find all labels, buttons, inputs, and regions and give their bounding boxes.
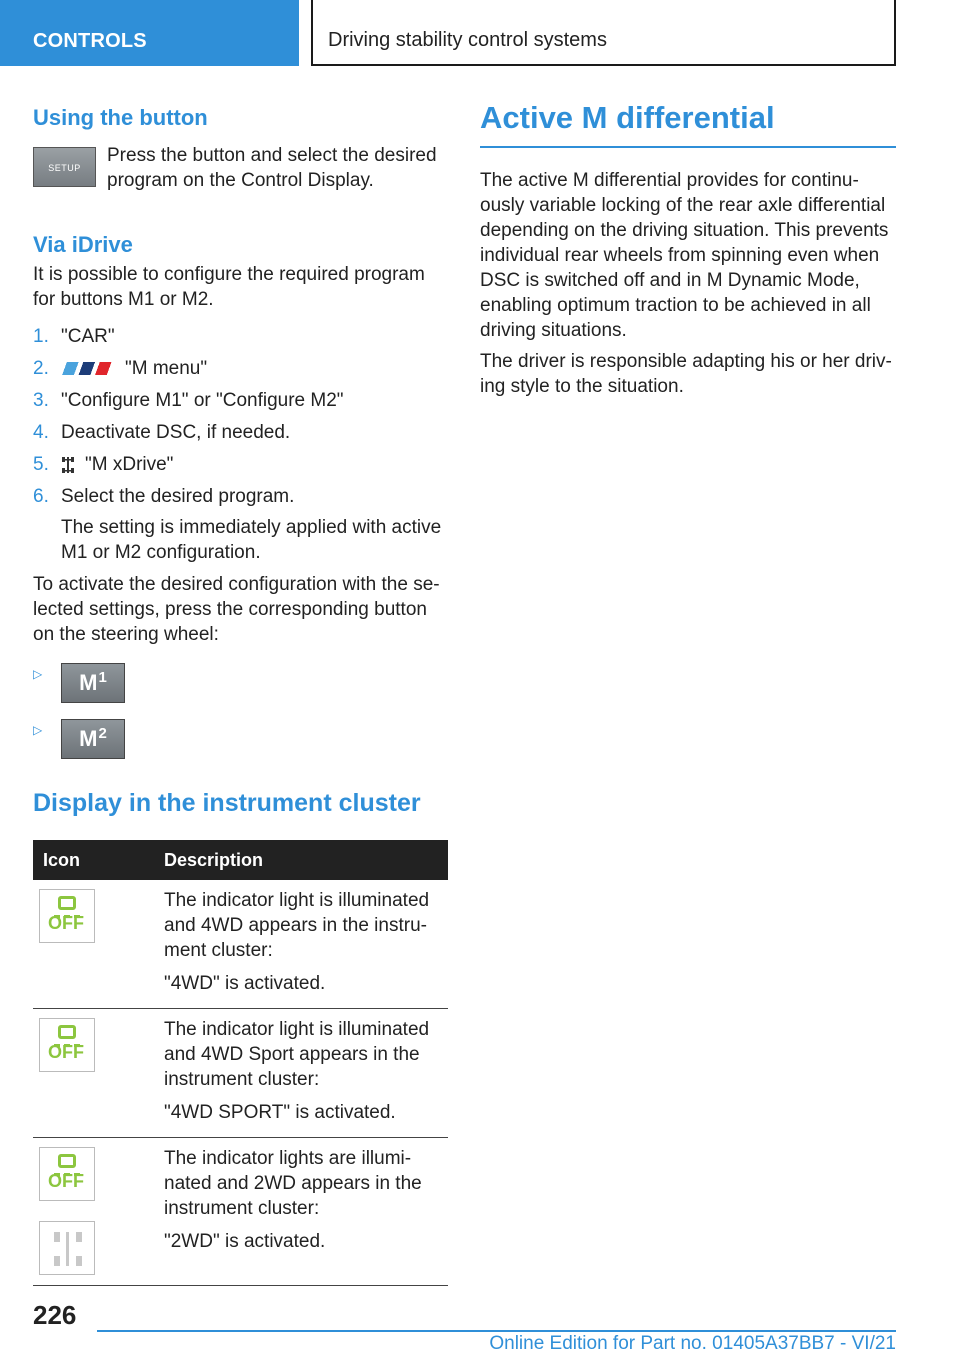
setup-button-icon: SETUP	[33, 147, 96, 187]
m1-button-icon: M $^1$	[61, 663, 125, 703]
bullet-triangle-icon: ▷	[33, 667, 43, 681]
section-title: CONTROLS	[33, 30, 147, 52]
awd-off-warning-icon: OFF	[39, 889, 95, 943]
list-item: 1. "CAR"	[33, 326, 115, 347]
using-button-text: Press the button and select the desired program on the Control Display.	[107, 145, 437, 191]
list-item	[33, 663, 448, 719]
section-tab	[0, 0, 299, 66]
page-number: 226	[33, 1300, 77, 1330]
edition-text: Online Edition for Part no. 01405A37BB7 - VI/21	[489, 1333, 896, 1354]
step6-note: The setting is immediately applied with active M1 or M2 configuration.	[61, 517, 442, 563]
list-item: 5. "M xDrive"	[33, 454, 174, 475]
active-m-diff-p2: The driver is responsible adapting his or her driv-ing style to the situation.	[480, 351, 892, 397]
indicator-table	[33, 840, 448, 1286]
via-idrive-heading: Via iDrive	[33, 232, 133, 257]
using-button-section	[33, 100, 448, 190]
col-icon: Icon	[33, 840, 154, 880]
awd-off-warning-icon: OFF	[39, 1018, 95, 1072]
table-row: OFF The indicator light is illuminated and 4WD appears in the instru-ment cluster: "4WD" is activated.	[33, 880, 448, 1009]
awd-off-warning-icon: OFF	[39, 1147, 95, 1201]
using-button-heading: Using the button	[33, 105, 208, 130]
m-stripes-icon	[61, 362, 115, 375]
left-column	[33, 100, 448, 1286]
footer-rule	[97, 1330, 896, 1332]
chapter-title: Driving stability control systems	[328, 29, 607, 51]
list-item: 6. Select the desired program. The setting is immediately applied with active M1 or M2 configuration.	[33, 484, 448, 565]
xdrive-axle-icon	[61, 456, 75, 474]
active-m-diff-p1: The active M differential provides for continu-ously variable locking of the rear axle differential depending on the driving situation. This prevents individual rear wheels from spinning even when DSC is switched off and in M Dynamic Mode, enabling optimum traction to be achieved in all driving situations.	[480, 170, 889, 341]
idrive-steps	[33, 324, 448, 565]
list-item: 4. Deactivate DSC, if needed.	[33, 422, 291, 443]
col-description: Description	[154, 840, 448, 880]
activate-text: To activate the desired configuration with the se-lected settings, press the corresponding button on the steering wheel:	[33, 574, 440, 645]
rwd-axle-icon	[39, 1221, 95, 1275]
bullet-triangle-icon: ▷	[33, 723, 43, 737]
list-item: 3. "Configure M1" or "Configure M2"	[33, 390, 344, 411]
chapter-header	[311, 0, 896, 66]
table-header	[33, 840, 448, 880]
via-idrive-intro: It is possible to configure the required program for buttons M1 or M2.	[33, 264, 425, 310]
active-m-diff-heading: Active M differential	[480, 100, 775, 135]
list-item: 2. "M menu"	[33, 358, 208, 379]
table-row: OFF The indicator lights are illumi-nated and 2WD appears in the instrument cluster: "2WD" is activated.	[33, 1138, 448, 1286]
cluster-heading: Display in the instrument cluster	[33, 789, 421, 817]
table-row: OFF The indicator light is illuminated and 4WD Sport appears in the instrument cluster: "4WD SPORT" is activated.	[33, 1009, 448, 1138]
list-item	[33, 719, 448, 775]
heading-rule	[480, 146, 896, 148]
right-column	[480, 100, 896, 399]
m2-button-icon: M $^2$	[61, 719, 125, 759]
